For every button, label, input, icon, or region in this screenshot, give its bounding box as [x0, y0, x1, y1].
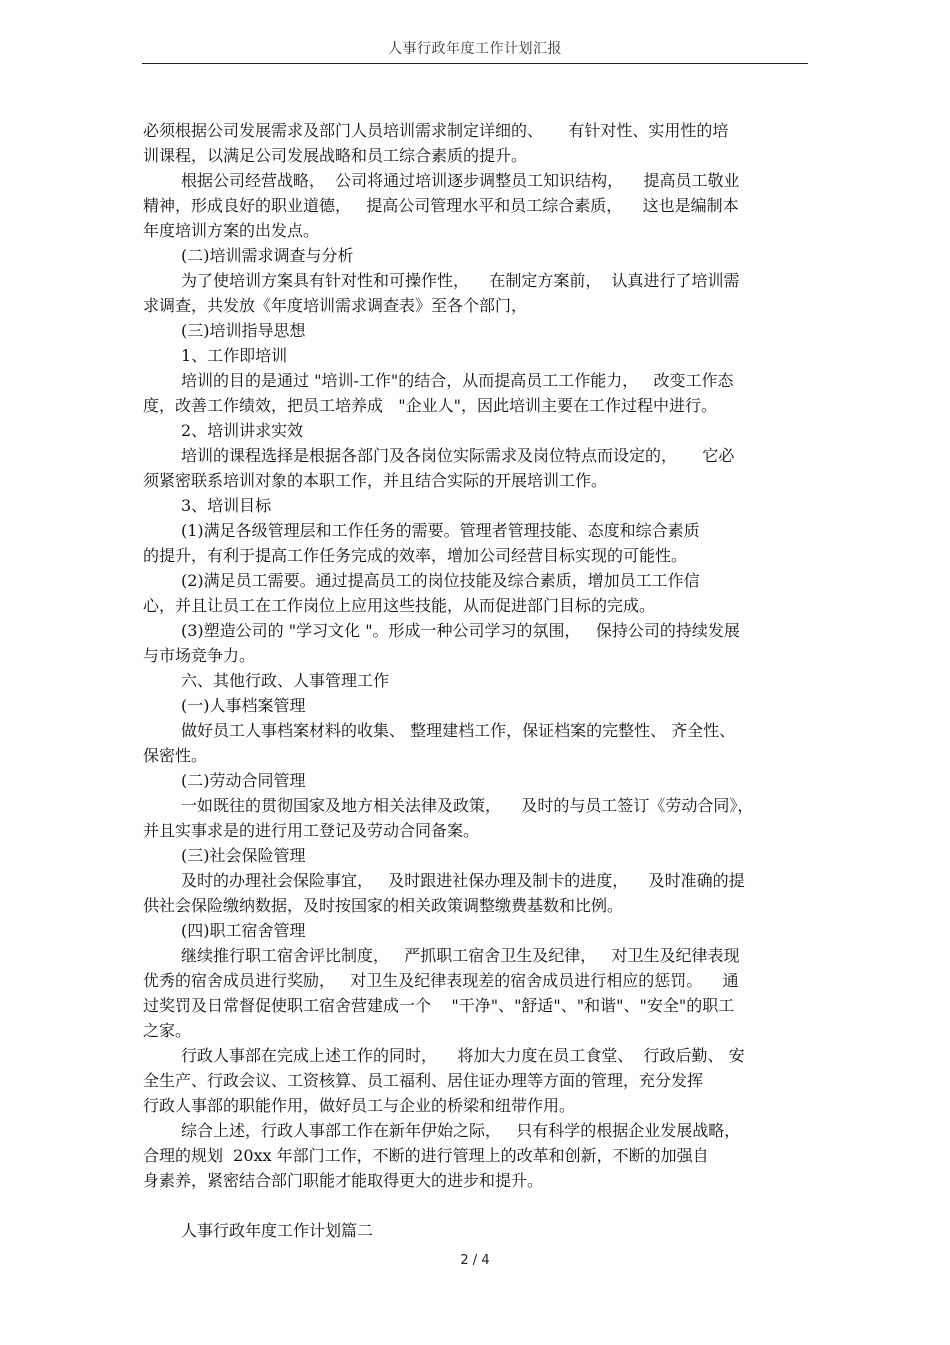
text-line: 之家。: [143, 1021, 192, 1040]
text-line: 心，并且让员工在工作岗位上应用这些技能，从而促进部门目标的完成。: [143, 596, 656, 615]
text-line: 2、培训讲求实效: [181, 421, 304, 440]
text-line: 优秀的宿舍成员进行奖励， 对卫生及纪律表现差的宿舍成员进行相应的惩罚。 通: [143, 971, 739, 990]
text-line: 3、培训目标: [181, 496, 272, 515]
text-line: 须紧密联系培训对象的本职工作，并且结合实际的开展培训工作。: [143, 471, 608, 490]
section-gap: [143, 1193, 813, 1218]
text-line: 的提升，有利于提高工作任务完成的效率，增加公司经营目标实现的可能性。: [143, 546, 688, 565]
text-line: (三)社会保险管理: [181, 846, 306, 865]
text-line: 做好员工人事档案材料的收集、 整理建档工作，保证档案的完整性、 齐全性、: [181, 721, 736, 740]
text-line: 供社会保险缴纳数据，及时按国家的相关政策调整缴费基数和比例。: [143, 896, 624, 915]
text-line: 行政人事部的职能作用，做好员工与企业的桥梁和纽带作用。: [143, 1096, 576, 1115]
text-line: 行政人事部在完成上述工作的同时， 将加大力度在员工食堂、 行政后勤、 安: [181, 1046, 745, 1065]
header-divider: [142, 63, 808, 64]
section-title: 人事行政年度工作计划篇二: [181, 1221, 374, 1240]
text-line: 为了使培训方案具有针对性和可操作性， 在制定方案前， 认真进行了培训需: [181, 271, 740, 290]
running-header: 人事行政年度工作计划汇报: [388, 41, 562, 57]
text-line: 保密性。: [143, 746, 208, 765]
text-line: 根据公司经营战略， 公司将通过培训逐步调整员工知识结构， 提高员工敬业: [181, 171, 740, 190]
text-line: 合理的规划 20xx 年部门工作，不断的进行管理上的改革和创新，不断的加强自: [143, 1146, 709, 1165]
text-line: (3)塑造公司的 "学习文化 "。形成一种公司学习的氛围， 保持公司的持续发展: [181, 621, 740, 640]
paragraph-lines: [143, 118, 813, 1193]
text-line: 年度培训方案的出发点。: [143, 221, 320, 240]
text-line: 求调查，共发放《年度培训需求调查表》至各个部门，: [143, 296, 528, 315]
text-line: 与市场竞争力。: [143, 646, 256, 665]
text-line: 一如既往的贯彻国家及地方相关法律及政策， 及时的与员工签订《劳动合同》，: [181, 796, 754, 815]
text-line: 精神，形成良好的职业道德， 提高公司管理水平和员工综合素质， 这也是编制本: [143, 196, 739, 215]
text-line: 六、其他行政、人事管理工作: [181, 671, 390, 690]
text-line: 及时的办理社会保险事宜， 及时跟进社保办理及制卡的进度， 及时准确的提: [181, 871, 745, 890]
text-line: (2)满足员工需要。通过提高员工的岗位技能及综合素质，增加员工工作信: [181, 571, 700, 590]
text-line: (一)人事档案管理: [181, 696, 306, 715]
text-line: 1、工作即培训: [181, 346, 288, 365]
text-line: 必须根据公司发展需求及部门人员培训需求制定详细的、 有针对性、实用性的培: [143, 121, 729, 140]
document-body: [143, 118, 813, 1243]
text-line: 全生产、行政会议、工资核算、员工福利、居住证办理等方面的管理，充分发挥: [143, 1071, 704, 1090]
text-line: 培训的课程选择是根据各部门及各岗位实际需求及岗位特点而设定的， 它必: [181, 446, 735, 465]
text-line: 过奖罚及日常督促使职工宿舍营建成一个 "干净"、"舒适"、"和谐"、"安全"的职工: [143, 996, 735, 1015]
text-line: 身素养，紧密结合部门职能才能取得更大的进步和提升。: [143, 1171, 544, 1190]
text-line: (1)满足各级管理层和工作任务的需要。管理者管理技能、态度和综合素质: [181, 521, 700, 540]
text-line: 并且实事求是的进行用工登记及劳动合同备案。: [143, 821, 480, 840]
text-line: 度，改善工作绩效，把员工培养成 "企业人"，因此培训主要在工作过程中进行。: [143, 396, 717, 415]
text-line: (二)劳动合同管理: [181, 771, 306, 790]
text-line: (四)职工宿舍管理: [181, 921, 306, 940]
page-number: 2 / 4: [460, 1253, 490, 1268]
text-line: (三)培训指导思想: [181, 321, 306, 340]
text-line: 综合上述，行政人事部工作在新年伊始之际， 只有科学的根据企业发展战略，: [181, 1121, 741, 1140]
text-line: (二)培训需求调查与分析: [181, 246, 354, 265]
text-line: 继续推行职工宿舍评比制度， 严抓职工宿舍卫生及纪律， 对卫生及纪律表现: [181, 946, 740, 965]
text-line: 培训的目的是通过 "培训-工作"的结合，从而提高员工工作能力， 改变工作态: [181, 371, 734, 390]
text-line: 训课程，以满足公司发展战略和员工综合素质的提升。: [143, 146, 528, 165]
